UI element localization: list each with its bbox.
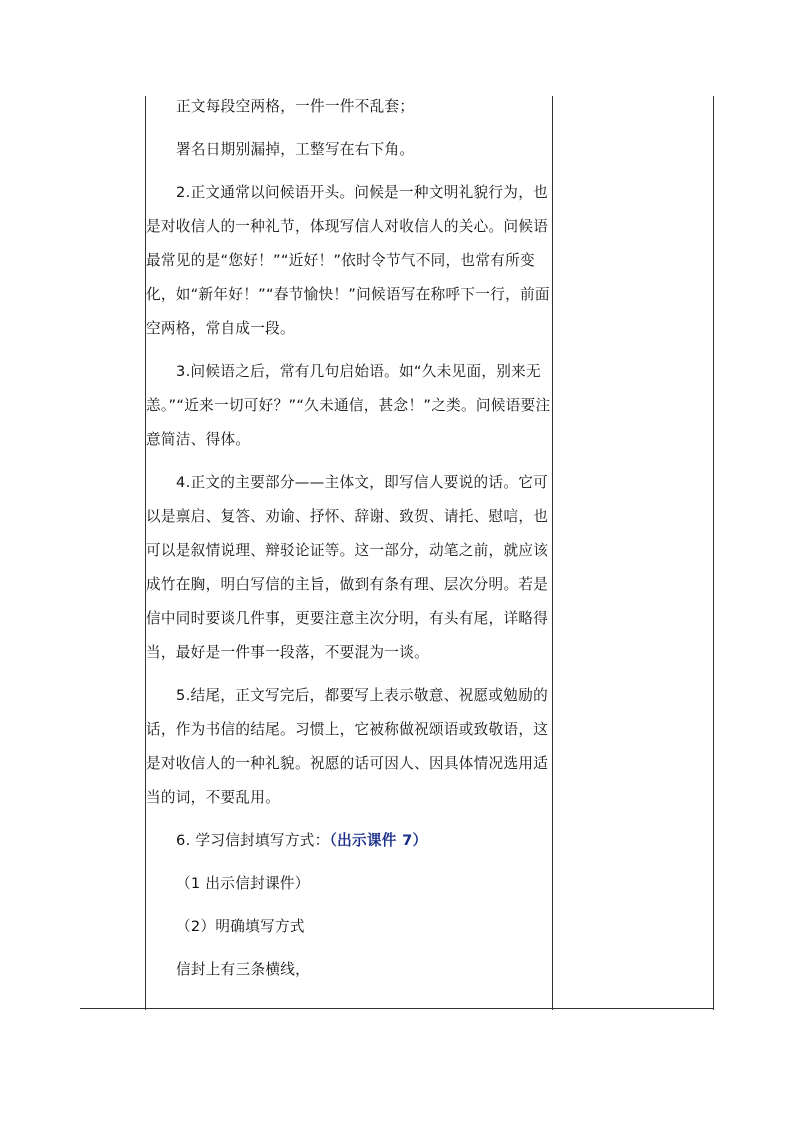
table-border-middle (552, 96, 553, 1010)
item-6 (146, 824, 552, 858)
envelope-lines-text: 信封上有三条横线， (176, 961, 311, 978)
sub-step-2: （2）明确填写方式 (176, 918, 305, 935)
item-6-label: 6. 学习信封填写方式： (176, 832, 330, 849)
verse-line-1: 正文每段空两格，一件一件不乱套； (176, 98, 415, 115)
paragraph-closing: 5.结尾，正文写完后，都要写上表示敬意、祝愿或勉励的话，作为书信的结尾。习惯上，它被称做祝颂语或致敬语，这是对收信人的一种礼貌。祝愿的话可因人、因具体情况选用适当的词，不要乱用。 (146, 687, 549, 806)
table-border-bottom (80, 1008, 714, 1009)
sub-step-1: （1 出示信封课件） (176, 875, 310, 892)
paragraph-greeting: 2.正文通常以问候语开头。问候是一种文明礼貌行为，也是对收信人的一种礼节，体现写信人对收信人的关心。问候语最常见的是“您好！”“近好！”依时令节气不同，也常有所变化，如“新年好！”“春节愉快！”问候语写在称呼下一行，前面空两格，常自成一段。 (146, 184, 550, 337)
verse-line-2: 署名日期别漏掉，工整写在右下角。 (176, 141, 415, 158)
table-border-right (713, 96, 714, 1010)
paragraph-body: 4.正文的主要部分——主体文，即写信人要说的话。它可以是禀启、复答、劝谕、抒怀、辞谢、致贺、请托、慰唁，也可以是叙情说理、辩驳论证等。这一部分，动笔之前，就应该成竹在胸，明白写信的主旨，做到有条有理、层次分明。若是信中同时要谈几件事，更要注意主次分明，有头有尾，详略得当，最好是一件事一段落，不要混为一谈。 (146, 474, 549, 661)
paragraph-opening: 3.问候语之后，常有几句启始语。如“久未见面，别来无恙。”“近来一切可好？”“久未通信，甚念！”之类。问候语要注意简洁、得体。 (146, 363, 551, 448)
lesson-content-cell (146, 90, 552, 996)
courseware-note: （出示课件 7） (329, 832, 428, 849)
